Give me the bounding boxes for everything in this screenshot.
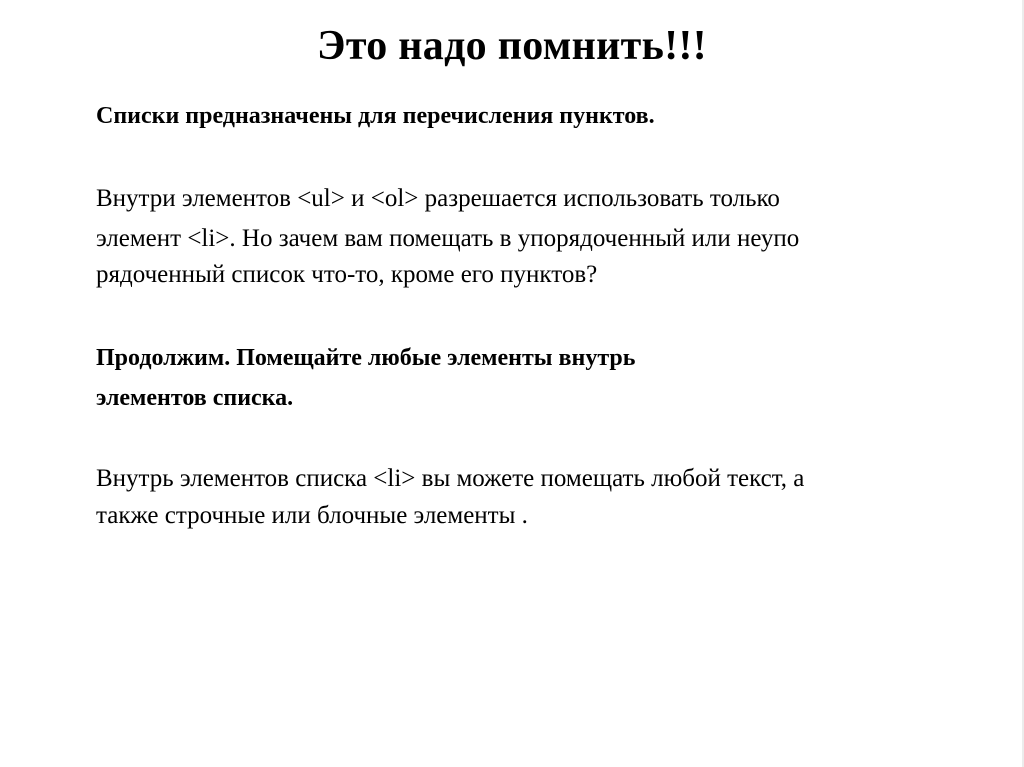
slide-title: Это надо помнить!!! [317, 23, 707, 69]
paragraph-inside-elements-line-2: элемент <li>. Но зачем вам помещать в упорядоченный или неупо [96, 225, 800, 252]
paragraph-continue-line-1: Продолжим. Помещайте любые элементы внутрь [96, 345, 636, 371]
paragraph-inside-elements-line-1: Внутри элементов <ul> и <ol> разрешается использовать только [96, 185, 780, 212]
paragraph-li-content-line-2: также строчные или блочные элементы . [96, 502, 528, 529]
paragraph-inside-elements-line-3: рядоченный список что-то, кроме его пунктов? [96, 261, 598, 288]
paragraph-lists-purpose: Списки предназначены для перечисления пунктов. [96, 103, 655, 129]
paragraph-continue-line-2: элементов списка. [96, 385, 294, 411]
paragraph-li-content-line-1: Внутрь элементов списка <li> вы можете помещать любой текст, а [96, 465, 805, 492]
